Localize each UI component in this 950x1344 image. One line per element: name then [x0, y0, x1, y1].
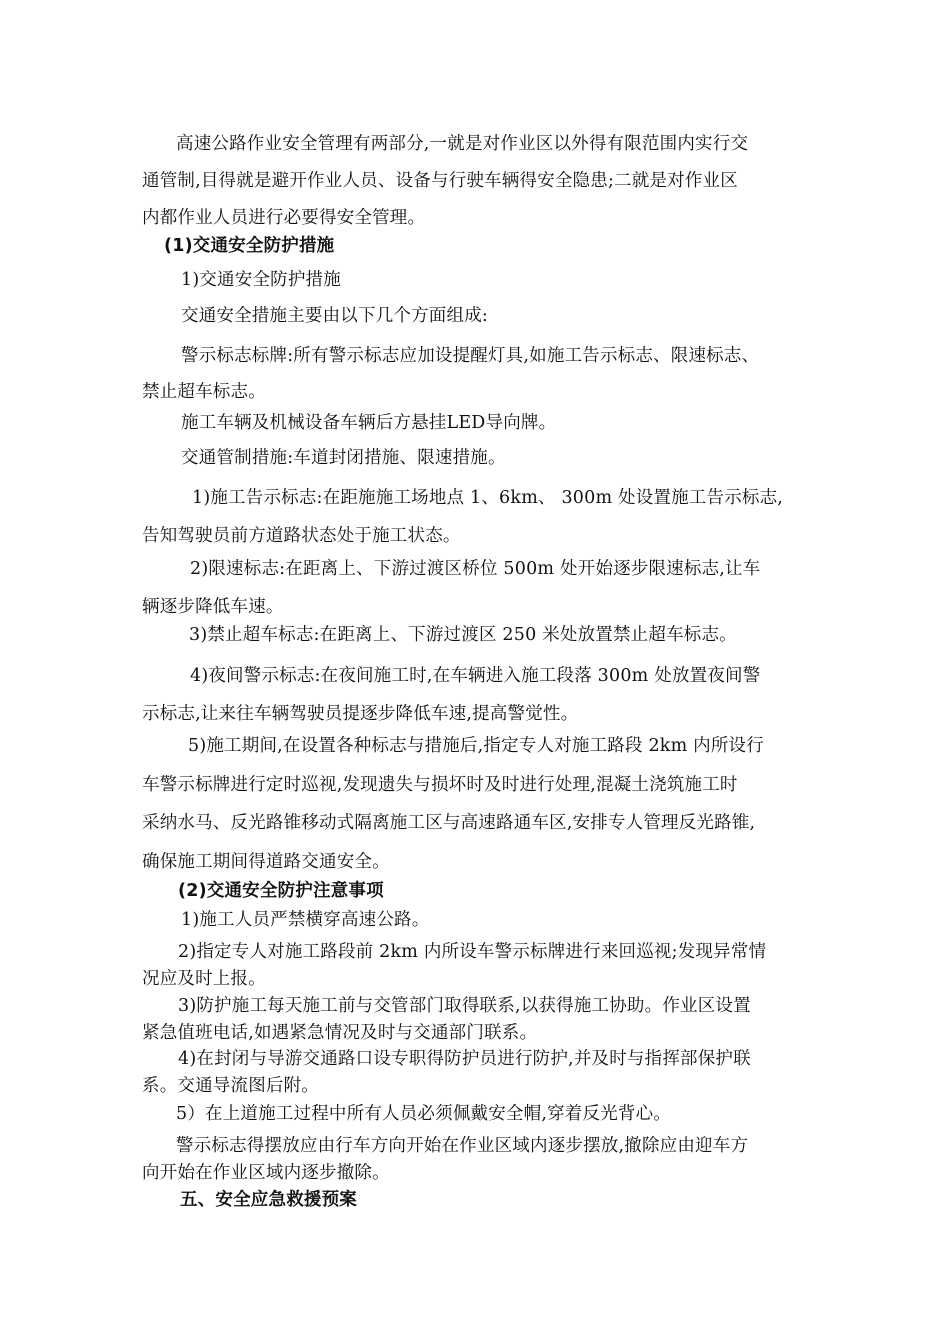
text-line: 确保施工期间得道路交通安全。 [142, 851, 390, 872]
intro-paragraph [142, 126, 822, 237]
text-line: 系。交通导流图后附。 [142, 1076, 319, 1096]
text-line: 警示标志得摆放应由行车方向开始在作业区域内逐步摆放,撤除应由迎车方 [176, 1136, 749, 1156]
item-4-paragraph [142, 657, 822, 733]
text-line: 内都作业人员进行必要得安全管理。 [142, 208, 426, 228]
text-line: 采纳水马、反光路锥移动式隔离施工区与高速路通车区,安排专人管理反光路锥, [142, 813, 756, 833]
text-line: 通管制,目得就是避开作业人员、设备与行驶车辆得安全隐患;二就是对作业区 [142, 171, 738, 191]
text-line: 2)指定专人对施工路段前 2km 内所设车警示标牌进行来回巡视;发现异常情 [178, 942, 767, 962]
led-sign-paragraph: 施工车辆及机械设备车辆后方悬挂LED导向牌。 [181, 413, 557, 433]
note-1-paragraph: 1)施工人员严禁横穿高速公路。 [181, 910, 430, 930]
text-line: 4)在封闭与导游交通路口设专职得防护员进行防护,并及时与指挥部保护联 [178, 1049, 751, 1069]
text-line: 2)限速标志:在距离上、下游过渡区桥位 500m 处开始逐步限速标志,让车 [190, 559, 761, 579]
text-line: 1)施工告示标志:在距施施工场地点 1、6km、 300m 处设置施工告示标志, [192, 488, 784, 508]
text-line: 况应及时上报。 [142, 969, 266, 989]
section-heading-1: (1)交通安全防护措施 [164, 236, 335, 256]
item-1-paragraph [142, 479, 822, 555]
traffic-control-paragraph: 交通管制措施:车道封闭措施、限速措施。 [181, 448, 506, 468]
subheading-1: 1)交通安全防护措施 [181, 270, 341, 290]
note-2-paragraph [142, 939, 822, 993]
note-3-paragraph [142, 993, 822, 1047]
warning-signs-paragraph [142, 338, 822, 410]
text-line: 辆逐步降低车速。 [142, 597, 284, 617]
note-4-paragraph [142, 1046, 822, 1100]
text-line: 5)施工期间,在设置各种标志与措施后,指定专人对施工路段 2km 内所设行 [188, 736, 764, 756]
text-line: 4)夜间警示标志:在夜间施工时,在车辆进入施工段落 300m 处放置夜间警 [190, 666, 761, 686]
item-2-paragraph [142, 550, 822, 626]
text-line: 告知驾驶员前方道路状态处于施工状态。 [142, 526, 461, 546]
text-line: 示标志,让来往车辆驾驶员提逐步降低车速,提高警觉性。 [142, 704, 579, 724]
text-line: 向开始在作业区域内逐步撤除。 [142, 1163, 390, 1183]
item-3-paragraph: 3)禁止超车标志:在距离上、下游过渡区 250 米处放置禁止超车标志。 [189, 625, 737, 645]
lead-paragraph: 交通安全措施主要由以下几个方面组成: [181, 306, 488, 326]
sign-order-paragraph [142, 1133, 822, 1187]
text-line: 3)防护施工每天施工前与交管部门取得联系,以获得施工协助。作业区设置 [178, 996, 751, 1016]
note-5-paragraph: 5）在上道施工过程中所有人员必须佩戴安全帽,穿着反光背心。 [176, 1104, 671, 1124]
text-line: 警示标志标牌:所有警示标志应加设提醒灯具,如施工告示标志、限速标志、 [181, 346, 760, 366]
section-heading-2: (2)交通安全防护注意事项 [178, 881, 384, 901]
text-line: 高速公路作业安全管理有两部分,一就是对作业区以外得有限范围内实行交 [176, 134, 749, 154]
text-line: 车警示标牌进行定时巡视,发现遗失与损坏时及时进行处理,混凝土浇筑施工时 [142, 774, 738, 795]
section-heading-5: 五、安全应急救援预案 [180, 1190, 357, 1210]
text-line: 禁止超车标志。 [142, 382, 266, 402]
text-line: 紧急值班电话,如遇紧急情况及时与交通部门联系。 [142, 1023, 538, 1043]
item-5-paragraph [142, 727, 822, 881]
